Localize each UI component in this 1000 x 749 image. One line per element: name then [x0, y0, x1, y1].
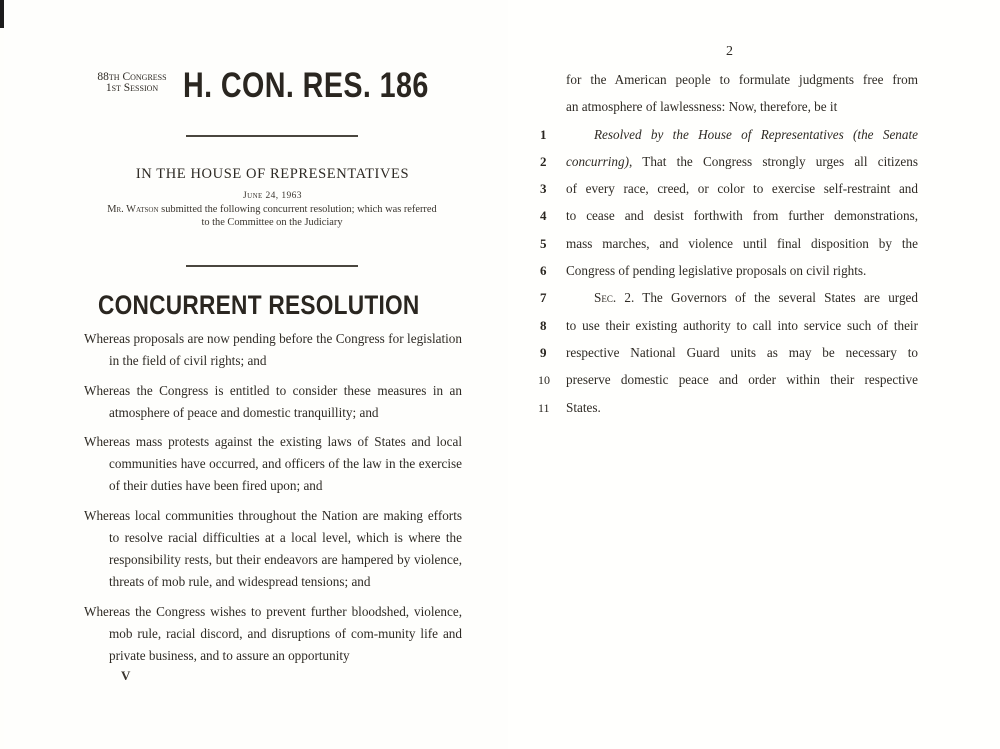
page-number: 2: [726, 44, 733, 59]
line-text: to use their existing authority to call into service such of their: [566, 317, 918, 333]
line-text: to cease and desist forthwith from further demonstrations,: [566, 208, 918, 224]
numbered-line: [538, 398, 918, 425]
whereas-clauses: [84, 328, 462, 675]
line-text: mass marches, and violence until final disposition by the: [566, 235, 918, 251]
numbered-line: [538, 370, 918, 397]
line-number: 6: [540, 263, 547, 279]
page-signature-mark: V: [121, 668, 131, 683]
submitted-statement: [82, 204, 462, 229]
numbered-line: [540, 288, 918, 315]
line-number: 8: [540, 317, 547, 333]
numbered-line: [540, 316, 918, 343]
line-text: 2. The Governors of the several States are urged: [616, 290, 918, 306]
whereas-clause: Whereas the Congress is entitled to consider these measures in an atmosphere of peace and domestic tranquillity; and: [84, 383, 462, 420]
submitted-text-2: to the Committee on the Judiciary: [201, 216, 343, 228]
sponsor-name: Mr. Watson: [107, 204, 159, 215]
whereas-clause: Whereas proposals are now pending before the Congress for legislation in the field of civil rights; and: [84, 331, 462, 368]
congress-session-block: [82, 72, 182, 94]
numbered-line: [540, 234, 918, 261]
line-text: Congress of pending legislative proposals on civil rights.: [566, 263, 867, 279]
line-number: 9: [540, 344, 547, 360]
whereas-clause: Whereas local communities throughout the Nation are making efforts to resolve racial difficulties at a local level, which is where the responsibility rests, but their endeavors are hampered by violence, threats of mob rule, and widespread tensions; and: [84, 508, 462, 589]
preamble-text: an atmosphere of lawlessness: Now, therefore, be it: [566, 99, 838, 115]
resolving-clause: Resolved by the House of Representatives (the Senate: [594, 126, 918, 142]
submitted-text-1: submitted the following concurrent resolution; which was referred: [158, 204, 437, 215]
numbered-line: [540, 179, 918, 206]
line-number: 3: [540, 181, 547, 197]
line-number: 5: [540, 235, 547, 251]
numbered-line: [540, 206, 918, 233]
whereas-clause: Whereas the Congress wishes to prevent further bloodshed, violence, mob rule, racial discord, and disruptions of com-munity life and private business, and to assure an opportunity: [84, 604, 462, 663]
congress-label: 88th Congress: [97, 71, 167, 83]
numbered-line: [540, 261, 918, 288]
line-number: 10: [538, 373, 550, 388]
bill-number: H. CON. RES. 186: [183, 66, 429, 105]
session-label: 1st Session: [105, 82, 159, 94]
line-text: of every race, creed, or color to exercise self-restraint and: [566, 181, 918, 197]
divider-rule: [186, 265, 358, 267]
line-number: 2: [540, 153, 547, 169]
whereas-clause: Whereas mass protests against the existing laws of States and local communities have occurred, and officers of the law in the exercise of their duties have been fired upon; and: [84, 434, 462, 493]
numbered-line: [540, 125, 918, 152]
line-text: respective National Guard units as may be necessary to: [566, 344, 918, 360]
line-number: 4: [540, 208, 547, 224]
house-heading: IN THE HOUSE OF REPRESENTATIVES: [135, 166, 410, 182]
line-number: 7: [540, 290, 547, 306]
numbered-line: [540, 152, 918, 179]
resolution-body: [538, 70, 918, 425]
line-text: preserve domestic peace and order within their respective: [566, 372, 918, 388]
resolution-title: CONCURRENT RESOLUTION: [98, 290, 420, 320]
preamble-line: [566, 97, 918, 124]
line-number: 11: [538, 400, 550, 415]
date-line: June 24, 1963: [243, 191, 302, 201]
section-label: Sec.: [594, 290, 617, 306]
line-text: , That the Congress strongly urges all citizens: [629, 153, 918, 169]
preamble-text: for the American people to formulate judgments free from: [566, 72, 918, 87]
line-number: 1: [540, 126, 547, 142]
preamble-line: [566, 70, 918, 97]
divider-rule: [186, 135, 358, 137]
line-text: States.: [566, 399, 601, 415]
resolving-clause-end: concurring): [566, 153, 629, 169]
numbered-line: [540, 343, 918, 370]
